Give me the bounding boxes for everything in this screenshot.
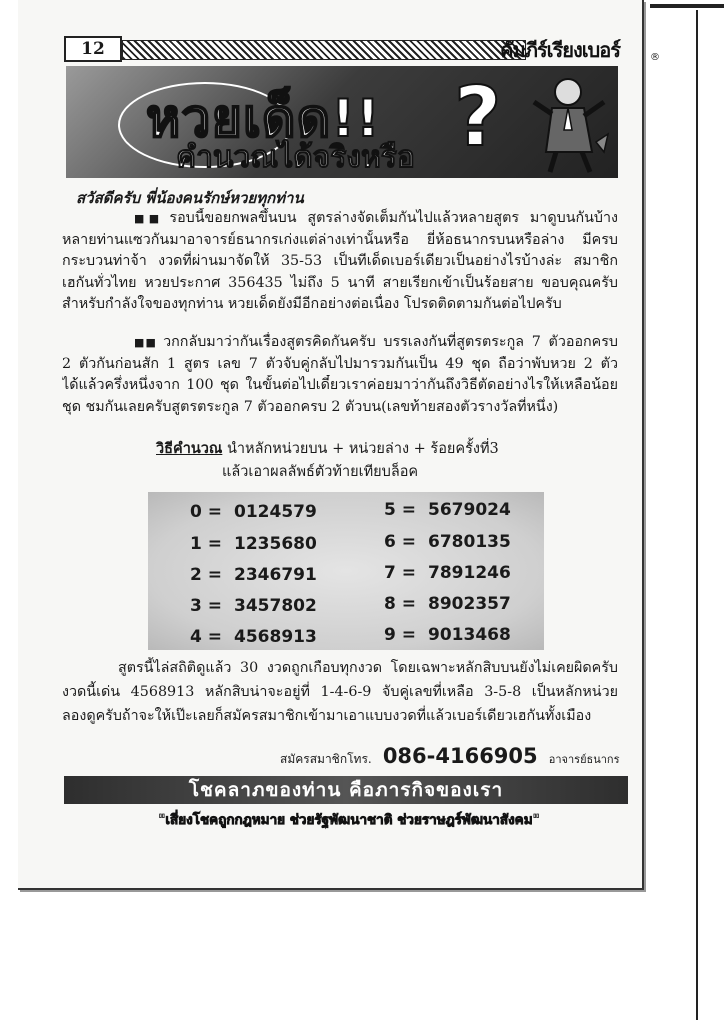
lookup-row bbox=[384, 500, 511, 520]
lookup-key: 4 = bbox=[190, 627, 222, 647]
paragraph-line bbox=[62, 332, 618, 354]
lookup-value: 3457802 bbox=[234, 596, 317, 616]
contact-line bbox=[280, 744, 620, 769]
lookup-value: 4568913 bbox=[234, 627, 317, 647]
page-header bbox=[46, 30, 660, 63]
method-label: วิธีคำนวณ bbox=[156, 440, 223, 457]
question-mark: ? bbox=[454, 70, 502, 165]
teacher-name: อาจารย์ธนากร bbox=[548, 753, 620, 766]
summary-paragraph bbox=[62, 656, 618, 728]
lookup-value: 7891246 bbox=[428, 563, 511, 583]
lookup-row bbox=[190, 502, 317, 522]
paragraph-formula bbox=[62, 332, 618, 418]
registered-mark: ® bbox=[650, 52, 660, 63]
paragraph-text: วกกลับมาว่ากันเรื่องสูตรคิดกันครับ บรรเลงกันที่สูตรตระกูล 7 ตัวออกครบ bbox=[163, 334, 618, 350]
paragraph-line: เฮกันทั่วไทย หวยประกาศ 356435 ไม่ถึง 5 นาที สายเรียกเข้าเป็นร้อยสาย ขอบคุณครับ bbox=[62, 274, 618, 291]
lookup-table bbox=[148, 492, 544, 650]
page-edge-stripe bbox=[650, 4, 724, 8]
paragraph-line: ชุด ชมกันเลยครับสูตรตระกูล 7 ตัวออกครบ 2 ตัวบน(เลขท้ายสองตัวรางวัลที่หนึ่ง) bbox=[62, 398, 559, 415]
lookup-row bbox=[190, 534, 317, 554]
summary-line: สูตรนี้ไล่สถิติดูแล้ว 30 งวดถูกเกือบทุกงวด โดยเฉพาะหลักสิบบนยังไม่เคยผิดครับ bbox=[118, 660, 618, 676]
banner-title: หวยเด็ด!! bbox=[146, 89, 381, 149]
tagline: "เสี่ยงโชคถูกกฎหมาย ช่วยรัฐพัฒนาชาติ ช่วยราษฎร์พัฒนาสังคม" bbox=[158, 812, 540, 828]
phone-number: 086-4166905 bbox=[382, 744, 538, 768]
paragraph-text: รอบนี้ขอยกพลขึ้นบน สูตรล่างจัดเต็มกันไปแล้วหลายสูตร มาดูบนกันบ้าง bbox=[169, 210, 618, 226]
lookup-key: 0 = bbox=[190, 502, 222, 522]
paragraph-line: กระบวนท่าจ้า งวดที่ผ่านมาจัดให้ 35-53 เป็นทีเด็ดเบอร์เดียวเป็นอย่างไรบ้างล่ะ สมาชิก bbox=[62, 253, 618, 270]
paragraph-line bbox=[62, 208, 618, 230]
magazine-name: คัมภีร์เรียงเบอร์ bbox=[500, 38, 620, 62]
lookup-value: 6780135 bbox=[428, 532, 511, 552]
lookup-row bbox=[384, 625, 511, 645]
summary-line: งวดนี้เด่น 4568913 หลักสิบน่าจะอยู่ที่ 1-4-6-9 จับคู่เลขที่เหลือ 3-5-8 เป็นหลักหน่วย bbox=[62, 684, 618, 700]
lookup-value: 8902357 bbox=[428, 594, 511, 614]
lookup-row bbox=[384, 532, 511, 552]
contact-label: สมัครสมาชิกโทร. bbox=[280, 752, 372, 766]
summary-line: ลองดูครับถ้าจะให้เป๊ะเลยก็สมัครสมาชิกเข้ามาเอาแบบงวดที่แล้วเบอร์เดียวเฮกันทั้งเมือง bbox=[62, 708, 592, 724]
paragraph-line: 2 ตัวกันก่อนสัก 1 สูตร เลข 7 ตัวจับคู่กลับไปมารวมกันเป็น 49 ชุด ถือว่าพับหวย 2 ตัว bbox=[62, 355, 618, 372]
method-text: นำหลักหน่วยบน + หน่วยล่าง + ร้อยครั้งที่3 bbox=[226, 441, 499, 457]
banner-subtitle: คำนวณได้จริงหรือ bbox=[176, 140, 415, 175]
lookup-key: 6 = bbox=[384, 532, 416, 552]
lookup-row bbox=[384, 563, 511, 583]
lookup-row bbox=[190, 565, 317, 585]
lookup-value: 5679024 bbox=[428, 500, 511, 520]
paragraph-line: สำหรับกำลังใจของทุกท่าน หวยเด็ดยังมีอีกอย่างต่อเนื่อง โปรดติดตามกันต่อไปครับ bbox=[62, 296, 562, 313]
lookup-row bbox=[384, 594, 511, 614]
lookup-value: 9013468 bbox=[428, 625, 511, 645]
bullet-icon: ■■ bbox=[134, 336, 158, 349]
title-banner bbox=[66, 66, 618, 178]
lookup-key: 9 = bbox=[384, 625, 416, 645]
page-edge-line bbox=[696, 10, 698, 1020]
greeting-line: สวัสดีครับ พี่น้องคนรักษ์หวยทุกท่าน bbox=[76, 189, 304, 207]
lookup-key: 1 = bbox=[190, 534, 222, 554]
lookup-row bbox=[190, 596, 317, 616]
bullet-icon: ■■ bbox=[134, 212, 164, 225]
cartoon-man-icon bbox=[512, 72, 612, 176]
lookup-value: 1235680 bbox=[234, 534, 317, 554]
lookup-key: 3 = bbox=[190, 596, 222, 616]
lookup-key: 8 = bbox=[384, 594, 416, 614]
slogan-bar: โชคลาภของท่าน คือภารกิจของเรา bbox=[64, 776, 628, 804]
lookup-value: 2346791 bbox=[234, 565, 317, 585]
paragraph-line: ได้แล้วครึ่งหนึ่งจาก 100 ชุด ในขั้นต่อไปเดี๋ยวเราค่อยมาว่ากันถึงวิธีตัดอย่างไรให้เหลือน้อย bbox=[62, 377, 618, 394]
lookup-row bbox=[190, 627, 317, 647]
paragraph-line: หลายท่านแซวกันมาอาจารย์ธนากรเก่งแต่ล่างเท่านั้นหรือ ยี่ห้อธนากรบนหรือล่าง มีครบ bbox=[62, 231, 618, 248]
lookup-key: 5 = bbox=[384, 500, 416, 520]
lookup-key: 7 = bbox=[384, 563, 416, 583]
page-number: 12 bbox=[64, 36, 122, 62]
lookup-key: 2 = bbox=[190, 565, 222, 585]
lookup-value: 0124579 bbox=[234, 502, 317, 522]
paragraph-intro bbox=[62, 208, 618, 316]
method-line-2: แล้วเอาผลลัพธ์ตัวท้ายเทียบล็อค bbox=[222, 464, 419, 480]
method-line bbox=[156, 438, 499, 460]
